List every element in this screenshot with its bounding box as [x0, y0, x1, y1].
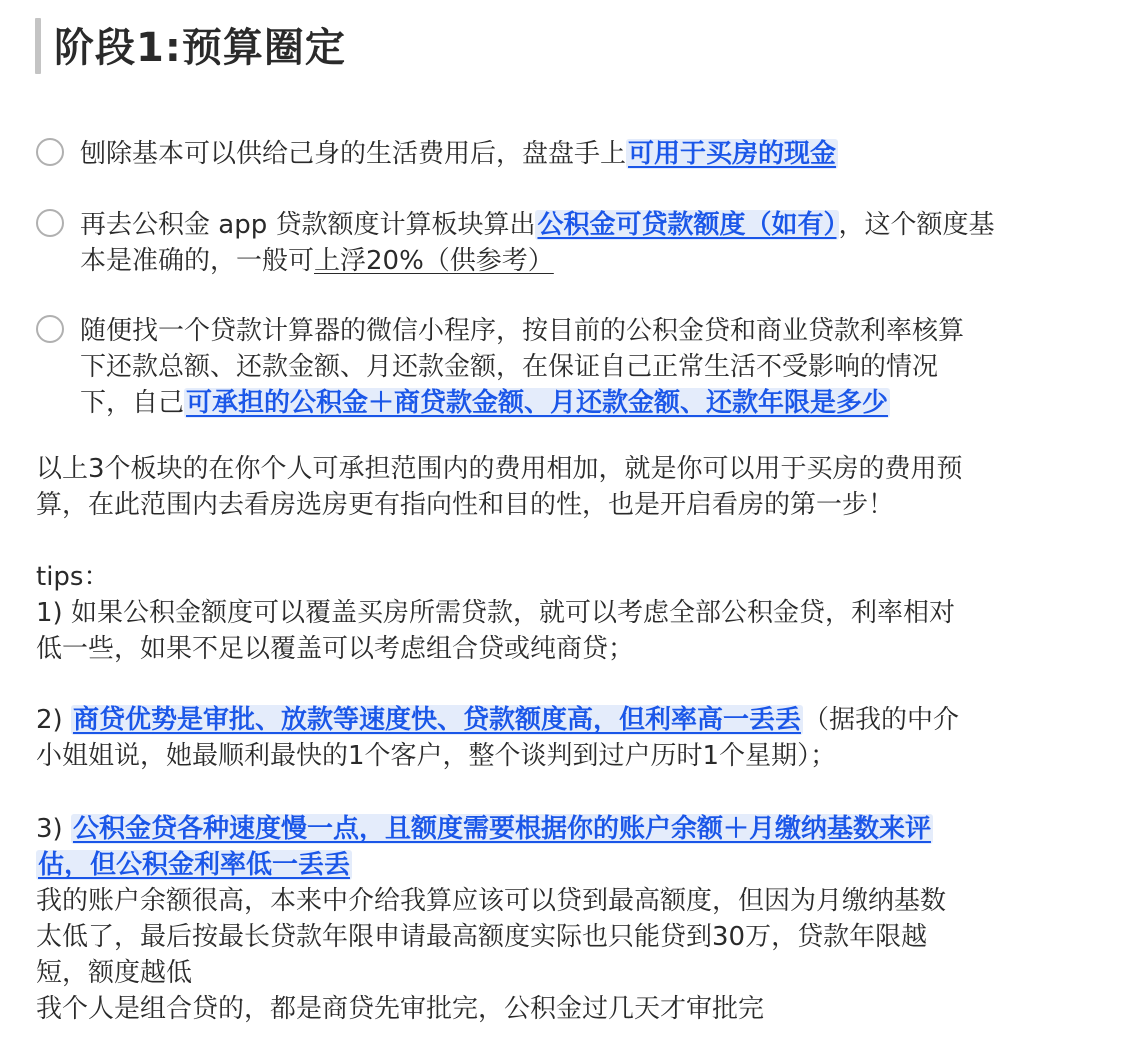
- text-segment: 我的账户余额很高，本来中介给我算应该可以贷到最高额度，但因为月缴纳基数: [36, 886, 947, 916]
- todo-text: [80, 136, 1096, 172]
- todo-checkbox[interactable]: [36, 209, 64, 237]
- text-line: [80, 313, 1096, 349]
- text-line: [80, 349, 1096, 385]
- todo-item-loan-calculator: [36, 313, 1096, 421]
- text-segment: 1) 如果公积金额度可以覆盖买房所需贷款，就可以考虑全部公积金贷，利率相对: [36, 598, 955, 628]
- todo-item-cash: [36, 136, 1096, 172]
- text-segment: 算，在此范围内去看房选房更有指向性和目的性，也是开启看房的第一步！: [36, 490, 895, 520]
- text-segment: ，这个额度基: [838, 210, 995, 240]
- text-segment: 下，自己: [80, 388, 185, 418]
- text-line: [36, 487, 1096, 523]
- text-segment: 3): [36, 814, 71, 844]
- todo-text: [80, 313, 1096, 421]
- text-line: [80, 207, 1096, 243]
- text-segment: 再去公积金 app 贷款额度计算板块算出: [80, 210, 536, 240]
- heading-accent-bar: [35, 18, 41, 74]
- highlighted-link-text[interactable]: 公积金可贷款额度（如有）: [537, 210, 837, 240]
- text-segment: 2): [36, 705, 71, 735]
- text-line: [36, 631, 1096, 667]
- text-segment: 我个人是组合贷的，都是商贷先审批完，公积金过几天才审批完: [36, 994, 765, 1024]
- tip-3-paragraph: [36, 811, 1096, 1027]
- text-line: [36, 451, 1096, 487]
- text-segment: 随便找一个贷款计算器的微信小程序，按目前的公积金贷和商业贷款利率核算: [80, 316, 965, 346]
- text-line: [80, 243, 1096, 279]
- highlighted-link-text[interactable]: 可承担的公积金＋商贷款金额、月还款金额、还款年限是多少: [186, 388, 889, 418]
- todo-item-provident-fund: [36, 207, 1096, 279]
- text-line: [36, 919, 1096, 955]
- tips-paragraph: [36, 559, 1096, 667]
- text-line: [36, 955, 1096, 991]
- text-line: [80, 385, 1096, 421]
- text-line: [36, 991, 1096, 1027]
- text-line: [36, 559, 1096, 595]
- text-line: [36, 811, 1096, 847]
- highlighted-link-text[interactable]: 估，但公积金利率低一丢丢: [38, 850, 351, 880]
- text-line: [36, 738, 1096, 774]
- text-line: [80, 136, 1096, 172]
- text-line: [36, 702, 1096, 738]
- text-segment: 本是准确的，一般可: [80, 246, 315, 276]
- tip-2-paragraph: [36, 702, 1096, 774]
- todo-text: [80, 207, 1096, 279]
- text-segment: 短，额度越低: [36, 958, 193, 988]
- text-line: [36, 595, 1096, 631]
- summary-paragraph: [36, 451, 1096, 523]
- text-segment: 刨除基本可以供给己身的生活费用后，盘盘手上: [80, 139, 627, 169]
- text-line: [36, 883, 1096, 919]
- text-segment: 太低了，最后按最长贷款年限申请最高额度实际也只能贷到30万，贷款年限越: [36, 922, 928, 952]
- text-segment: tips：: [36, 562, 110, 592]
- text-segment: 以上3个板块的在你个人可承担范围内的费用相加，就是你可以用于买房的费用预: [36, 454, 963, 484]
- text-segment: 低一些，如果不足以覆盖可以考虑组合贷或纯商贷；: [36, 634, 635, 664]
- text-segment: 下还款总额、还款金额、月还款金额，在保证自己正常生活不受影响的情况: [80, 352, 939, 382]
- todo-checkbox[interactable]: [36, 138, 64, 166]
- text-line: [36, 847, 1096, 883]
- page-title: 阶段1:预算圈定: [54, 25, 346, 71]
- underlined-text: 上浮20%（供参考）: [314, 246, 554, 276]
- text-segment: （据我的中介: [802, 705, 959, 735]
- highlighted-link-text[interactable]: 可用于买房的现金: [628, 139, 837, 169]
- text-segment: 小姐姐说，她最顺利最快的1个客户，整个谈判到过户历时1个星期）；: [36, 741, 837, 771]
- highlighted-link-text[interactable]: 商贷优势是审批、放款等速度快、贷款额度高，但利率高一丢丢: [72, 705, 801, 735]
- todo-checkbox[interactable]: [36, 315, 64, 343]
- highlighted-link-text[interactable]: 公积金贷各种速度慢一点，且额度需要根据你的账户余额＋月缴纳基数来评: [72, 814, 931, 844]
